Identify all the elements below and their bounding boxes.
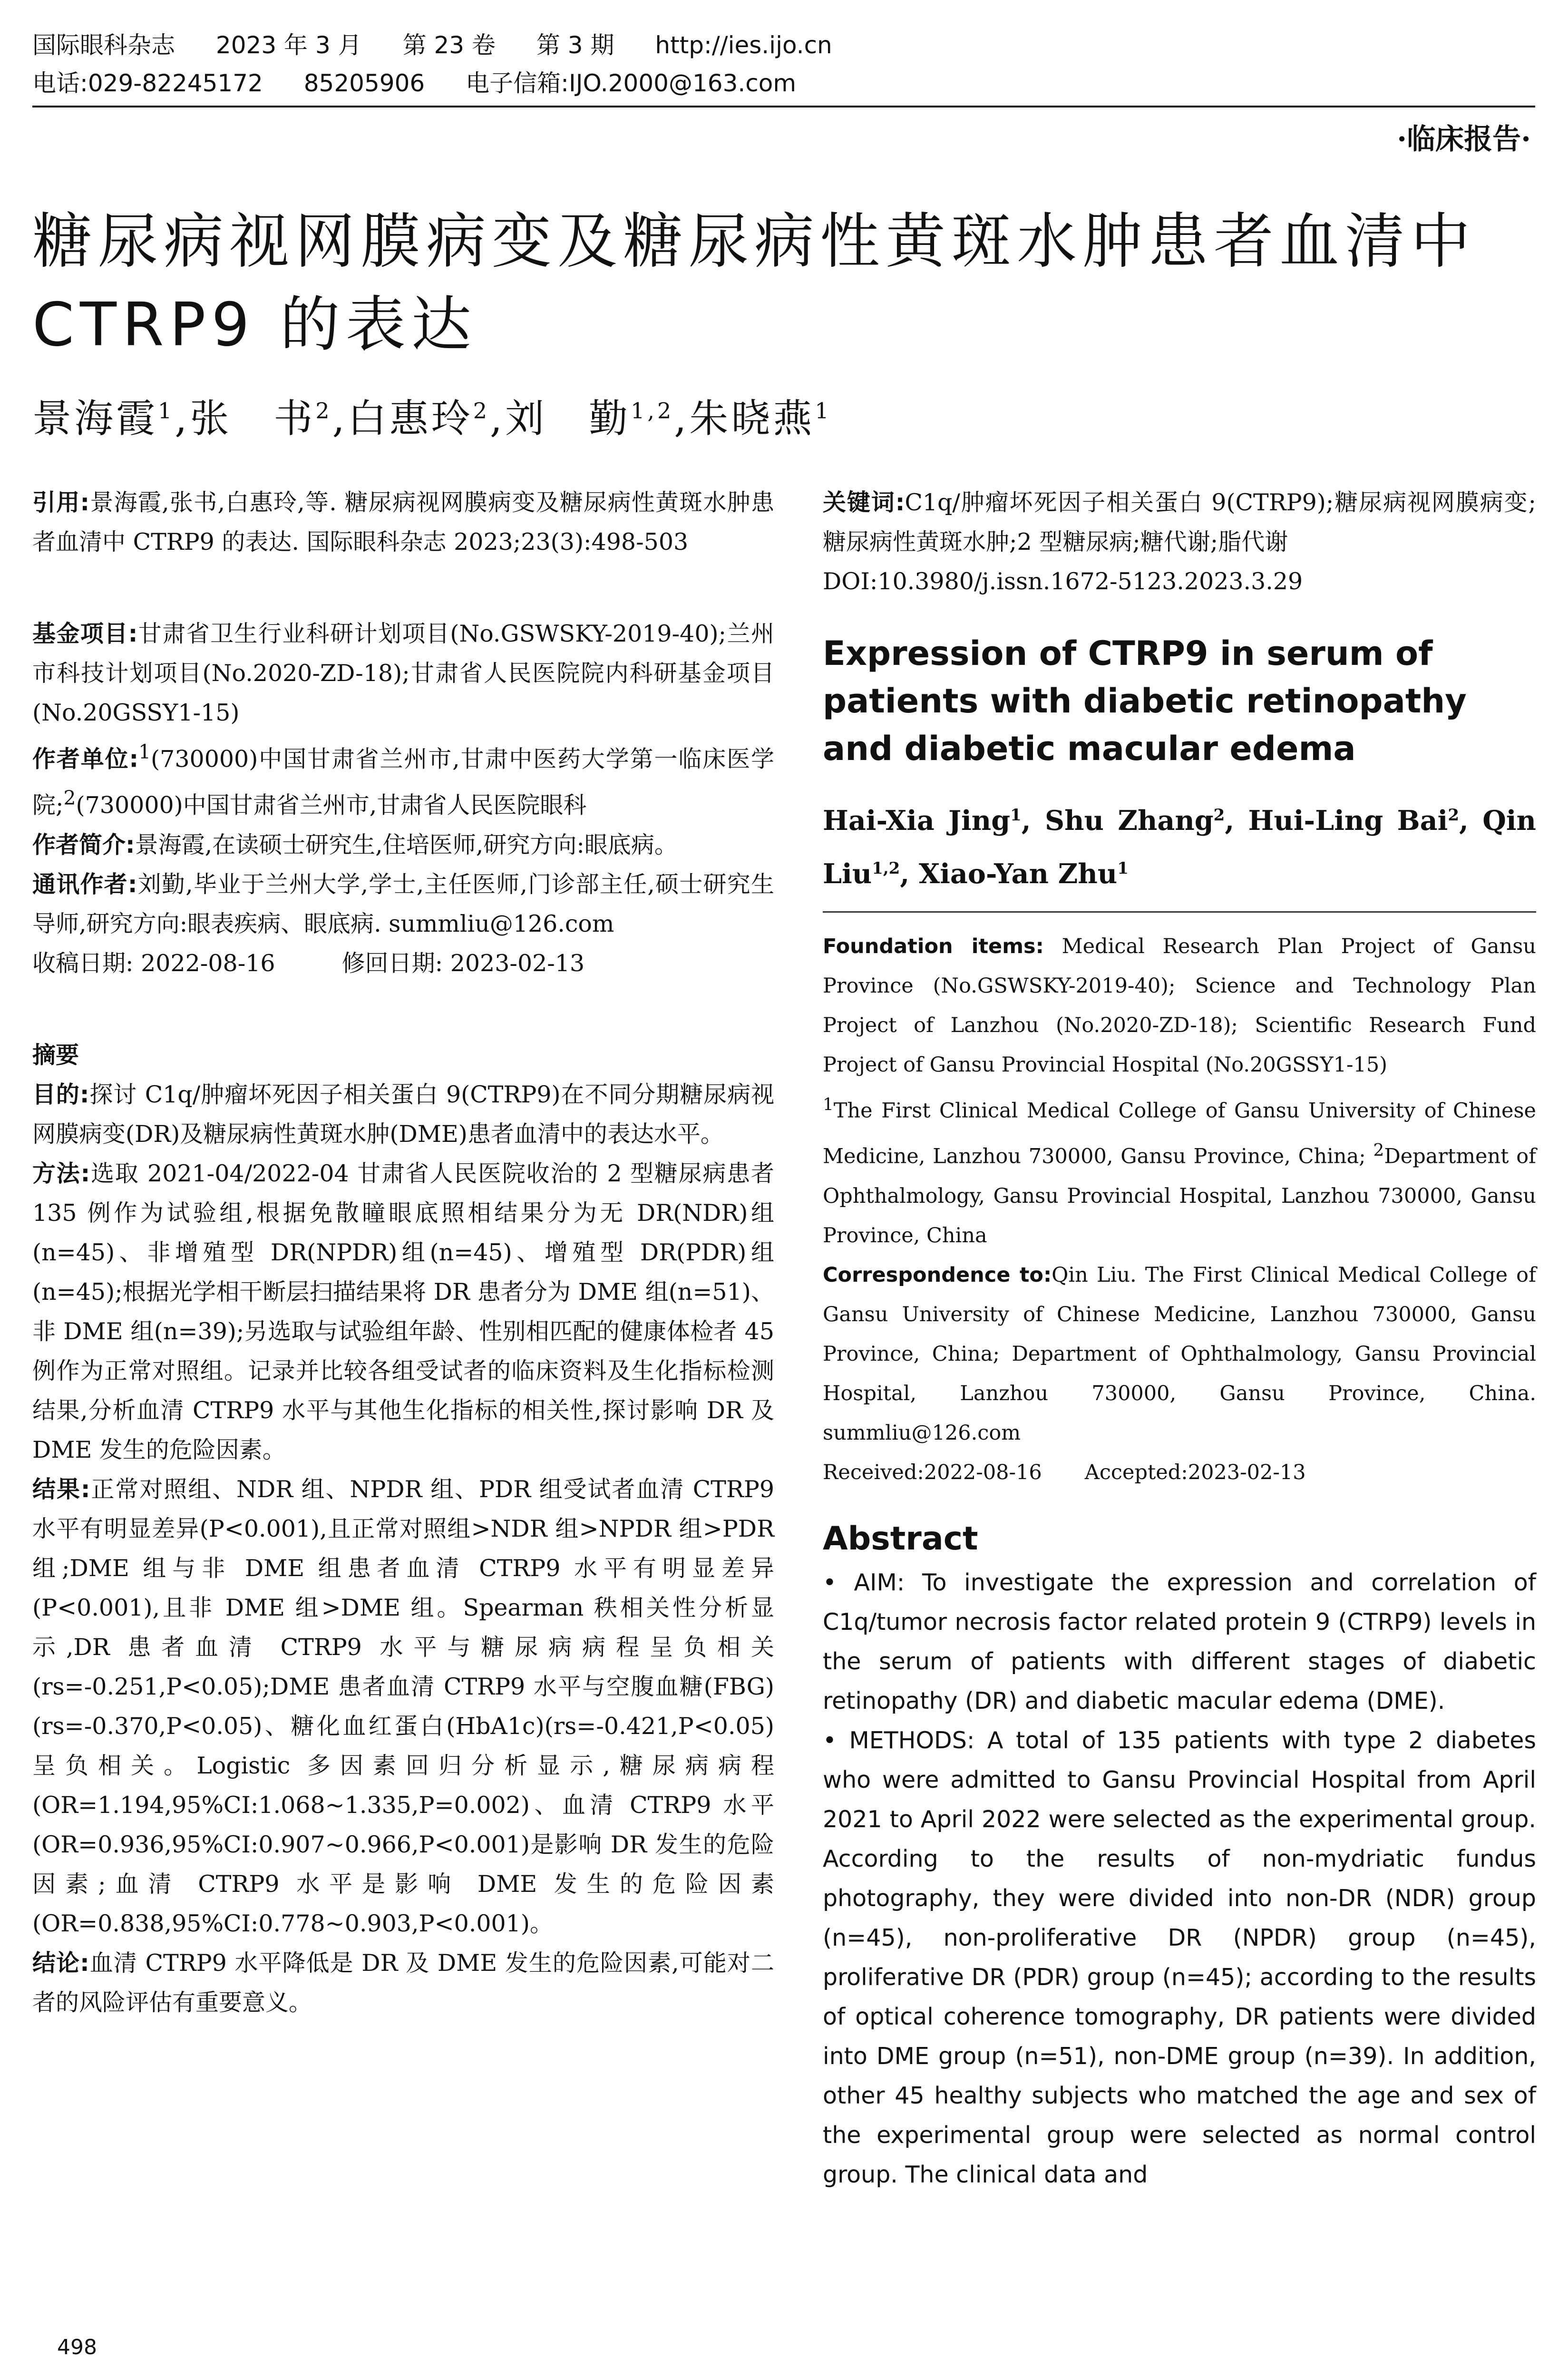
aim: [823, 1563, 1536, 1721]
fund-label: 基金项目:: [32, 620, 138, 647]
results: [32, 1470, 774, 1943]
en-accepted: Accepted:2023-02-13: [1084, 1460, 1306, 1484]
unit: [32, 732, 774, 825]
english-authors: Hai-Xia Jing$^1$, Shu Zhang$^2$, Hui-Ling Bai$^2$, Qin Liu$^{1,2}$, Xiao-Yan Zhu$^1$: [823, 805, 1536, 890]
aff-text: Department of Ophthalmology, Gansu Provincial Hospital, Lanzhou 730000, Gansu Province, China: [823, 1144, 1536, 1247]
journal-url[interactable]: http://ies.ijo.cn: [655, 31, 832, 59]
en-corr-label: Correspondence to:: [823, 1263, 1052, 1287]
unit-text: (730000)中国甘肃省兰州市,甘肃省人民医院眼科: [76, 791, 587, 819]
unit-sup: 1: [138, 740, 151, 763]
unit-sup: 2: [63, 787, 76, 810]
conclusion: [32, 1943, 774, 2022]
corr-text: 刘勤,毕业于兰州大学,学士,主任医师,门诊部主任,硕士研究生导师,研究方向:眼表疾病、眼底病. summliu@126.com: [32, 870, 774, 937]
divider: [823, 911, 1536, 913]
unit-label: 作者单位:: [32, 745, 139, 773]
unit-text: (730000)中国甘肃省兰州市,甘肃中医药大学第一临床医学院;: [32, 745, 774, 819]
aim-label: • AIM:: [823, 1568, 905, 1596]
page-number: 498: [57, 2335, 97, 2359]
en-author-sup: 2: [1448, 806, 1459, 825]
foundation-items: [823, 927, 1536, 1085]
abstract-heading: 摘要: [32, 1041, 79, 1069]
aff-sup: 1: [823, 1095, 834, 1114]
en-author-sup: 2: [1213, 806, 1225, 825]
en-author-name: Shu Zhang: [1044, 805, 1214, 837]
en-corr-text: Qin Liu. The First Clinical Medical College of Gansu University of Chinese Medicine, Lanzhou 730000, Gansu Province, China; Department of Ophthalmology, Gansu Provincial Hospital, Lanzhou 730000, Gansu Province, China. summliu@126.com: [823, 1263, 1536, 1445]
methods: [32, 1154, 774, 1470]
aff-sup: 2: [1373, 1140, 1384, 1160]
purpose-text: 探讨 C1q/肿瘤坏死因子相关蛋白 9(CTRP9)在不同分期糖尿病视网膜病变(DR)及糖尿病性黄斑水肿(DME)患者血清中的表达水平。: [32, 1081, 774, 1148]
volume: 第 23 卷: [402, 31, 496, 59]
en-author-name: Hui-Ling Bai: [1248, 805, 1448, 837]
en-author-name: Hai-Xia Jing: [823, 805, 1011, 837]
citation-text: 景海霞,张书,白惠玲,等. 糖尿病视网膜病变及糖尿病性黄斑水肿患者血清中 CTRP9 的表达. 国际眼科杂志 2023;23(3):498-503: [32, 489, 774, 555]
keywords-label: 关键词:: [823, 489, 905, 516]
journal-header-line2: [32, 64, 829, 98]
right-column: [823, 483, 1536, 2194]
dates: [32, 944, 774, 983]
bio-text: 景海霞,在读硕士研究生,住培医师,研究方向:眼底病。: [135, 831, 678, 858]
issue-date: 2023 年 3 月: [215, 31, 362, 59]
purpose-label: 目的:: [32, 1081, 89, 1108]
left-column: [32, 483, 774, 2022]
article-title: [32, 200, 1540, 366]
methods-label: 方法:: [32, 1159, 90, 1187]
foundation-text: Medical Research Plan Project of Gansu Province (No.GSWSKY-2019-40); Science and Technology Plan Project of Lanzhou (No.2020-ZD-18); Scientific Research Fund Project of Gansu Provincial Hospital (No.20GSSY1-15): [823, 935, 1536, 1077]
en-author-sup: 1: [1117, 859, 1129, 878]
results-text: 正常对照组、NDR 组、NPDR 组、PDR 组受试者血清 CTRP9 水平有明显差异(P<0.001),且正常对照组>NDR 组>NPDR 组>PDR 组;DME 组与非 DME 组患者血清 CTRP9 水平有明显差异(P<0.001),且非 DME 组>DME 组。Spearman 秩相关性分析显示,DR 患者血清 CTRP9 水平与糖尿病病程呈负相关(rs=-0.251,P<0.05);DME 患者血清 CTRP9 水平与空腹血糖(FBG)(rs=-0.370,P<0.05)、糖化血红蛋白(HbA1c)(rs=-0.421,P<0.05)呈负相关。Logistic 多因素回归分析显示,糖尿病病程(OR=1.194,95%CI:1.068~1.335,P=0.002)、血清 CTRP9 水平(OR=0.936,95%CI:0.907~0.966,P<0.001)是影响 DR 发生的危险因素;血清 CTRP9 水平是影响 DME 发生的危险因素(OR=0.838,95%CI:0.778~0.903,P<0.001)。: [32, 1475, 774, 1937]
issue: 第 3 期: [536, 31, 614, 59]
title-line1: 糖尿病视网膜病变及糖尿病性黄斑水肿患者血清中: [32, 206, 1476, 276]
bio-label: 作者简介:: [32, 831, 135, 858]
author-name: 张 书: [190, 396, 316, 441]
author-list: 景海霞$^1$,张 书$^2$,白惠玲$^2$,刘 勤$^{1,2}$,朱晓燕$^1$: [32, 396, 832, 441]
correspondence: [32, 865, 774, 944]
author-affiliation: 2: [473, 398, 490, 424]
corr-label: 通讯作者:: [32, 870, 137, 898]
methods-text: 选取 2021-04/2022-04 甘肃省人民医院收治的 2 型糖尿病患者 135 例作为试验组,根据免散瞳眼底照相结果分为无 DR(NDR)组(n=45)、非增殖型 DR(NPDR)组(n=45)、增殖型 DR(PDR)组(n=45);根据光学相干断层扫描结果将 DR 患者分为 DME 组(n=51)、非 DME 组(n=39);另选取与试验组年龄、性别相匹配的健康体检者 45 例作为正常对照组。记录并比较各组受试者的临床资料及生化指标检测结果,分析血清 CTRP9 水平与其他生化指标的相关性,探讨影响 DR 及 DME 发生的危险因素。: [32, 1159, 774, 1463]
aim-text: To investigate the expression and correlation of C1q/tumor necrosis factor related protein 9 (CTRP9) levels in the serum of patients with different stages of diabetic retinopathy (DR) and diabetic macular edema (DME).: [823, 1568, 1536, 1715]
author-name: 刘 勤: [505, 396, 631, 441]
header-rule: [32, 106, 1535, 107]
en-author-name: Xiao-Yan Zhu: [919, 858, 1118, 890]
journal-name: 国际眼科杂志: [32, 31, 175, 59]
received-date: 收稿日期: 2022-08-16: [32, 949, 275, 977]
purpose: [32, 1075, 774, 1154]
en-methods-text: A total of 135 patients with type 2 diabetes who were admitted to Gansu Provincial Hospital from April 2021 to April 2022 were selected as the experimental group. According to the results of non-mydriatic fundus photography, they were divided into non-DR (NDR) group (n=45), non-proliferative DR (NPDR) group (n=45), proliferative DR (PDR) group (n=45); according to the results of optical coherence tomography, DR patients were divided into DME group (n=51), non-DME group (n=39). In addition, other 45 healthy subjects who matched the age and sex of the experimental group were selected as normal control group. The clinical data and: [823, 1726, 1536, 2188]
keywords: [823, 483, 1536, 562]
results-label: 结果:: [32, 1475, 90, 1503]
english-title: Expression of CTRP9 in serum of patients with diabetic retinopathy and diabetic macular edema: [823, 634, 1467, 768]
abstract-heading-en: Abstract: [823, 1520, 978, 1558]
en-author-sup: 1,2: [872, 859, 900, 878]
en-methods: [823, 1721, 1536, 2194]
foundation-label: Foundation items:: [823, 935, 1044, 958]
author-name: 白惠玲: [347, 396, 473, 441]
revised-date: 修回日期: 2023-02-13: [341, 949, 585, 977]
en-correspondence: [823, 1256, 1536, 1453]
email: 电子信箱:IJO.2000@163.com: [466, 69, 797, 97]
author-affiliation: 1: [158, 398, 175, 424]
author-name: 朱晓燕: [689, 396, 815, 441]
section-tag: ·临床报告·: [1397, 123, 1531, 156]
bio: [32, 825, 774, 865]
journal-header-line1: [32, 26, 866, 60]
fund: [32, 614, 774, 732]
conclusion-text: 血清 CTRP9 水平降低是 DR 及 DME 发生的危险因素,可能对二者的风险评估有重要意义。: [32, 1949, 774, 2016]
en-dates: [823, 1453, 1536, 1492]
fund-text: 甘肃省卫生行业科研计划项目(No.GSWSKY-2019-40);兰州市科技计划项目(No.2020-ZD-18);甘肃省人民医院院内科研基金项目(No.20GSSY1-15): [32, 620, 774, 726]
affiliations: [823, 1085, 1536, 1256]
author-affiliation: 1,2: [631, 398, 674, 424]
conclusion-label: 结论:: [32, 1949, 89, 1977]
doi[interactable]: DOI:10.3980/j.issn.1672-5123.2023.3.29: [823, 568, 1303, 595]
en-methods-label: • METHODS:: [823, 1726, 975, 1754]
author-affiliation: 2: [315, 398, 332, 424]
phone2: 85205906: [303, 69, 425, 97]
author-name: 景海霞: [32, 396, 158, 441]
title-line2: CTRP9 的表达: [32, 290, 477, 360]
aff-text: The First Clinical Medical College of Gansu University of Chinese Medicine, Lanzhou 730000, Gansu Province, China;: [823, 1099, 1536, 1169]
citation: [32, 483, 774, 562]
citation-label: 引用:: [32, 489, 90, 516]
en-author-name: Qin Liu: [823, 805, 1536, 890]
en-author-sup: 1: [1010, 806, 1022, 825]
keywords-text: C1q/肿瘤坏死因子相关蛋白 9(CTRP9);糖尿病视网膜病变;糖尿病性黄斑水肿;2 型糖尿病;糖代谢;脂代谢: [823, 489, 1536, 555]
author-affiliation: 1: [815, 398, 832, 424]
en-received: Received:2022-08-16: [823, 1460, 1042, 1484]
phone: 电话:029-82245172: [32, 69, 263, 97]
